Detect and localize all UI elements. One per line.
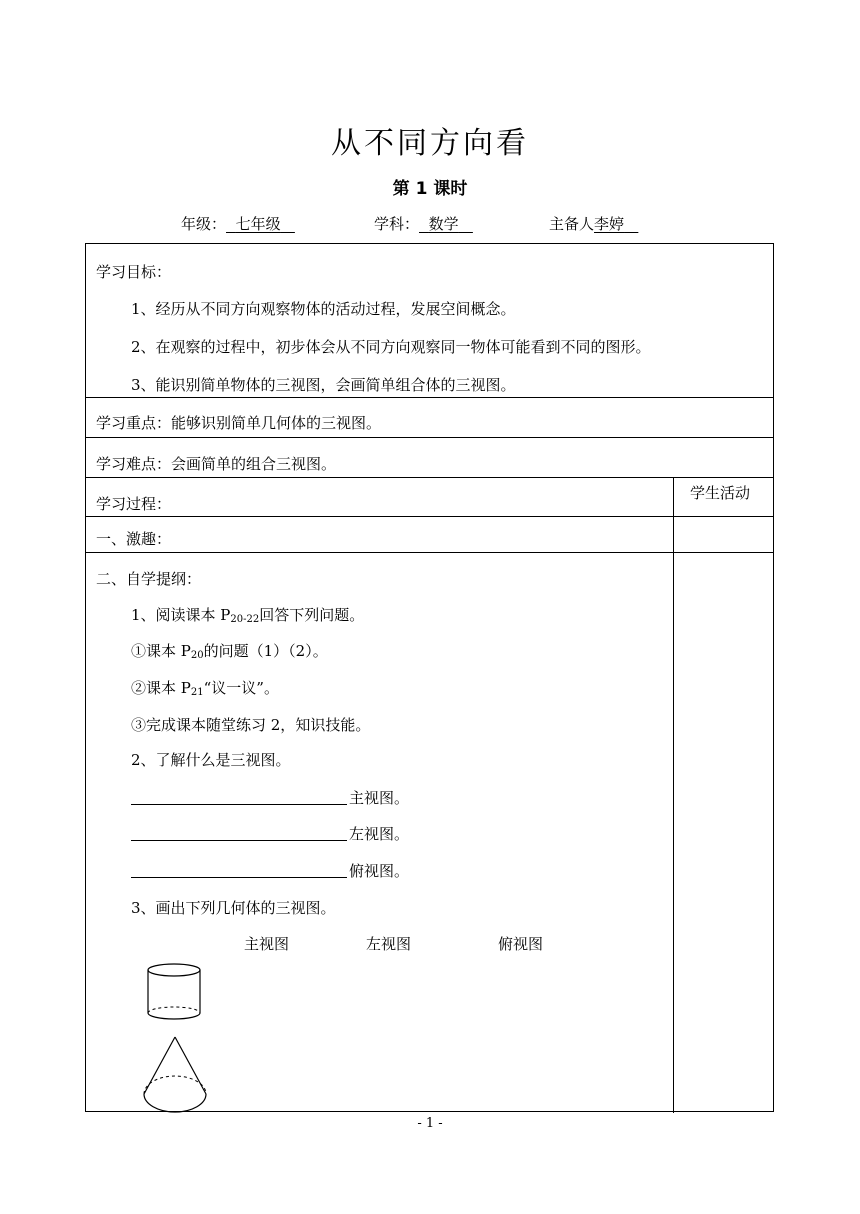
answer-blank[interactable] — [131, 826, 347, 841]
goals-heading: 学习目标： — [96, 263, 172, 281]
difficulty-text: 会画简单的组合三视图。 — [171, 455, 337, 473]
goal-item: 3、能识别简单物体的三视图，会画简单组合体的三视图。 — [131, 376, 516, 394]
blank-top-view: 俯视图。 — [131, 860, 409, 881]
section-2-heading: 二、自学提纲： — [96, 570, 202, 588]
table-divider — [86, 437, 773, 438]
question-1a: ①课本 $P_{20}$的问题（1）（2）。 — [131, 642, 328, 661]
difficulty-label: 学习难点： — [96, 455, 172, 473]
table-divider — [86, 397, 773, 398]
table-divider — [86, 552, 773, 553]
blank-front-view: 主视图。 — [131, 787, 409, 808]
cylinder-figure — [141, 960, 211, 1026]
key-point-label: 学习重点： — [96, 414, 172, 432]
grade-label: 年级： — [181, 215, 227, 233]
author-value: 李婷 — [594, 215, 625, 233]
subject-value: 数学 — [428, 215, 459, 233]
subject-label: 学科： — [374, 215, 420, 233]
activity-column-divider — [673, 477, 674, 1113]
front-view-label: 主视图 — [244, 935, 290, 953]
process-label: 学习过程： — [96, 495, 172, 513]
top-view-label: 俯视图 — [498, 935, 544, 953]
table-divider — [86, 516, 773, 517]
cone-figure — [138, 1034, 214, 1114]
author-field — [549, 213, 638, 234]
table-divider — [86, 477, 773, 478]
answer-blank[interactable] — [131, 863, 347, 878]
left-view-label: 左视图 — [366, 935, 412, 953]
lesson-table — [85, 243, 774, 1112]
question-3: 3、画出下列几何体的三视图。 — [131, 899, 336, 917]
question-2: 2、了解什么是三视图。 — [131, 751, 291, 769]
goal-item: 2、在观察的过程中，初步体会从不同方向观察同一物体可能看到不同的图形。 — [131, 338, 651, 356]
key-point-row — [96, 412, 381, 433]
grade-field — [181, 213, 295, 234]
question-1b: ②课本 $P_{21}“$议一议”。 — [131, 679, 279, 698]
page-number: - 1 - — [417, 1116, 443, 1131]
key-point-text: 能够识别简单几何体的三视图。 — [171, 414, 382, 432]
blank-left-view: 左视图。 — [131, 823, 409, 844]
question-1c: ③完成课本随堂练习 2，知识技能。 — [131, 716, 371, 734]
answer-blank[interactable] — [131, 790, 347, 805]
subject-field — [374, 213, 473, 234]
difficulty-row — [96, 453, 336, 474]
student-activity-header: 学生活动 — [690, 484, 751, 502]
section-1-heading: 一、激趣： — [96, 530, 172, 548]
page-title: 从不同方向看 — [331, 126, 529, 161]
author-label: 主备人 — [549, 215, 595, 233]
grade-value: 七年级 — [235, 215, 281, 233]
question-1: 1、阅读课本 $P_{20-22}$回答下列问题。 — [131, 606, 365, 625]
goal-item: 1、经历从不同方向观察物体的活动过程，发展空间概念。 — [131, 300, 516, 318]
lesson-subtitle: 第 1 课时 — [392, 179, 468, 199]
